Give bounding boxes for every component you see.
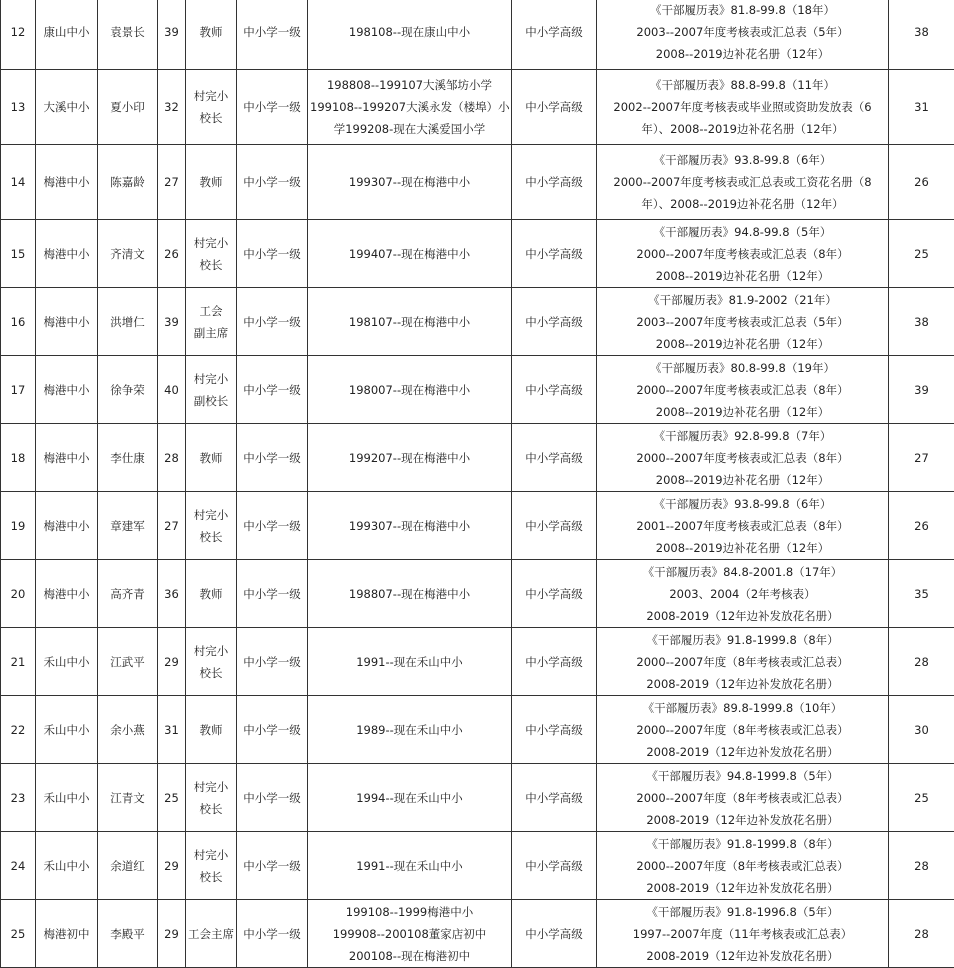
target-title: 中小学高级	[512, 288, 597, 356]
school-cell: 梅港中小	[36, 356, 98, 424]
school-cell: 梅港初中	[36, 900, 98, 968]
school-cell: 梅港中小	[36, 560, 98, 628]
work-history-cell-line: 198808--199107大溪邹坊小学	[310, 74, 509, 96]
teaching-years-cell: 27	[158, 145, 186, 220]
proof-documents-cell	[597, 900, 889, 968]
proof-documents-cell-line: 《干部履历表》91.8-1999.8（8年）	[599, 629, 886, 651]
work-history-cell-line: 199407--现在梅港中小	[310, 243, 509, 265]
proof-documents-cell-line: 2000--2007年度考核表或汇总表（8年）	[599, 243, 886, 265]
target-title: 中小学高级	[512, 70, 597, 145]
position-cell	[186, 492, 237, 560]
proof-documents-cell-line: 2008-2019（12年边补发放花名册）	[599, 673, 886, 695]
current-title: 中小学一级	[237, 356, 308, 424]
current-title: 中小学一级	[237, 0, 308, 70]
work-history-cell	[308, 764, 512, 832]
rural-years-cell: 27	[889, 424, 954, 492]
target-title: 中小学高级	[512, 0, 597, 70]
rural-years-cell: 25	[889, 764, 954, 832]
work-history-cell	[308, 696, 512, 764]
position-cell	[186, 356, 237, 424]
work-history-cell	[308, 424, 512, 492]
proof-documents-cell-line: 2008-2019（12年边补发放花名册）	[599, 945, 886, 967]
teacher-name: 陈嘉龄	[98, 145, 158, 220]
table-row	[1, 220, 954, 288]
table-row	[1, 0, 954, 70]
teaching-years-cell: 32	[158, 70, 186, 145]
row-number: 17	[1, 356, 36, 424]
teacher-name: 袁景长	[98, 0, 158, 70]
work-history-cell	[308, 832, 512, 900]
proof-documents-cell-line: 《干部履历表》93.8-99.8（6年）	[599, 493, 886, 515]
row-number: 12	[1, 0, 36, 70]
position-cell	[186, 145, 237, 220]
row-number: 21	[1, 628, 36, 696]
rural-years-cell: 30	[889, 696, 954, 764]
position-cell-line: 校长	[188, 254, 234, 276]
proof-documents-cell-line: 2000--2007年度（8年考核表或汇总表）	[599, 651, 886, 673]
row-number: 24	[1, 832, 36, 900]
position-cell-line: 村完小	[188, 368, 234, 390]
proof-documents-cell-line: 《干部履历表》94.8-99.8（5年）	[599, 221, 886, 243]
position-cell-line: 村完小	[188, 776, 234, 798]
position-cell	[186, 560, 237, 628]
position-cell-line: 村完小	[188, 504, 234, 526]
position-cell-line: 校长	[188, 662, 234, 684]
position-cell	[186, 70, 237, 145]
rural-years-cell: 28	[889, 832, 954, 900]
work-history-cell-line: 200108--现在梅港初中	[310, 945, 509, 967]
position-cell-line: 教师	[188, 171, 234, 193]
work-history-cell	[308, 492, 512, 560]
row-number: 20	[1, 560, 36, 628]
work-history-cell-line: 199108--199207大溪永发（楼埠）小	[310, 96, 509, 118]
proof-documents-cell-line: 《干部履历表》84.8-2001.8（17年）	[599, 561, 886, 583]
current-title: 中小学一级	[237, 628, 308, 696]
rural-years-cell: 26	[889, 492, 954, 560]
teacher-name: 李殿平	[98, 900, 158, 968]
roster-body	[1, 0, 954, 968]
proof-documents-cell	[597, 764, 889, 832]
proof-documents-cell-line: 2008-2019（12年边补发放花名册）	[599, 605, 886, 627]
work-history-cell-line: 199307--现在梅港中小	[310, 171, 509, 193]
school-cell: 康山中小	[36, 0, 98, 70]
work-history-cell	[308, 560, 512, 628]
rural-years-cell: 28	[889, 628, 954, 696]
proof-documents-cell	[597, 288, 889, 356]
current-title: 中小学一级	[237, 220, 308, 288]
teaching-years-cell: 39	[158, 0, 186, 70]
position-cell-line: 村完小	[188, 85, 234, 107]
teacher-name: 齐清文	[98, 220, 158, 288]
rural-years-cell: 25	[889, 220, 954, 288]
proof-documents-cell-line: 2003、2004（2年考核表）	[599, 583, 886, 605]
work-history-cell	[308, 0, 512, 70]
target-title: 中小学高级	[512, 356, 597, 424]
teaching-years-cell: 39	[158, 288, 186, 356]
work-history-cell-line: 1991--现在禾山中小	[310, 651, 509, 673]
proof-documents-cell-line: 2008--2019边补花名册（12年）	[599, 333, 886, 355]
proof-documents-cell-line: 《干部履历表》92.8-99.8（7年）	[599, 425, 886, 447]
proof-documents-cell	[597, 560, 889, 628]
current-title: 中小学一级	[237, 764, 308, 832]
teaching-years-cell: 29	[158, 832, 186, 900]
proof-documents-cell-line: 2008--2019边补花名册（12年）	[599, 537, 886, 559]
target-title: 中小学高级	[512, 424, 597, 492]
current-title: 中小学一级	[237, 145, 308, 220]
position-cell-line: 村完小	[188, 844, 234, 866]
table-row	[1, 288, 954, 356]
table-row	[1, 628, 954, 696]
proof-documents-cell-line: 《干部履历表》91.8-1996.8（5年）	[599, 901, 886, 923]
position-cell-line: 教师	[188, 583, 234, 605]
target-title: 中小学高级	[512, 832, 597, 900]
target-title: 中小学高级	[512, 492, 597, 560]
proof-documents-cell-line: 年）、2008--2019边补花名册（12年）	[599, 118, 886, 140]
work-history-cell	[308, 288, 512, 356]
row-number: 19	[1, 492, 36, 560]
current-title: 中小学一级	[237, 832, 308, 900]
proof-documents-cell-line: 年）、2008--2019边补花名册（12年）	[599, 193, 886, 215]
position-cell-line: 工会主席	[188, 923, 234, 945]
proof-documents-cell-line: 2008-2019（12年边补发放花名册）	[599, 809, 886, 831]
work-history-cell-line: 198007--现在梅港中小	[310, 379, 509, 401]
position-cell	[186, 628, 237, 696]
current-title: 中小学一级	[237, 424, 308, 492]
school-cell: 梅港中小	[36, 288, 98, 356]
row-number: 15	[1, 220, 36, 288]
current-title: 中小学一级	[237, 560, 308, 628]
teaching-years-cell: 27	[158, 492, 186, 560]
teacher-name: 夏小印	[98, 70, 158, 145]
position-cell-line: 校长	[188, 107, 234, 129]
proof-documents-cell-line: 2002--2007年度考核表或毕业照或资助发放表（6	[599, 96, 886, 118]
work-history-cell-line: 199108--1999梅港中小	[310, 901, 509, 923]
current-title: 中小学一级	[237, 900, 308, 968]
work-history-cell	[308, 356, 512, 424]
table-row	[1, 832, 954, 900]
work-history-cell-line: 198108--现在康山中小	[310, 21, 509, 43]
proof-documents-cell-line: 2000--2007年度（8年考核表或汇总表）	[599, 719, 886, 741]
position-cell	[186, 832, 237, 900]
proof-documents-cell-line: 《干部履历表》89.8-1999.8（10年）	[599, 697, 886, 719]
current-title: 中小学一级	[237, 492, 308, 560]
rural-years-cell: 38	[889, 0, 954, 70]
proof-documents-cell-line: 2001--2007年度考核表或汇总表（8年）	[599, 515, 886, 537]
table-row	[1, 70, 954, 145]
position-cell	[186, 220, 237, 288]
proof-documents-cell-line: 2008--2019边补花名册（12年）	[599, 401, 886, 423]
row-number: 25	[1, 900, 36, 968]
position-cell-line: 校长	[188, 866, 234, 888]
rural-years-cell: 28	[889, 900, 954, 968]
table-row	[1, 560, 954, 628]
current-title: 中小学一级	[237, 696, 308, 764]
proof-documents-cell	[597, 628, 889, 696]
rural-years-cell: 26	[889, 145, 954, 220]
position-cell	[186, 764, 237, 832]
school-cell: 梅港中小	[36, 220, 98, 288]
table-row	[1, 696, 954, 764]
work-history-cell-line: 199207--现在梅港中小	[310, 447, 509, 469]
position-cell-line: 副主席	[188, 322, 234, 344]
work-history-cell-line: 1991--现在禾山中小	[310, 855, 509, 877]
position-cell	[186, 0, 237, 70]
proof-documents-cell-line: 《干部履历表》94.8-1999.8（5年）	[599, 765, 886, 787]
teacher-name: 李仕康	[98, 424, 158, 492]
work-history-cell-line: 198807--现在梅港中小	[310, 583, 509, 605]
proof-documents-cell	[597, 696, 889, 764]
proof-documents-cell-line: 《干部履历表》88.8-99.8（11年）	[599, 74, 886, 96]
proof-documents-cell	[597, 0, 889, 70]
work-history-cell-line: 1994--现在禾山中小	[310, 787, 509, 809]
teaching-years-cell: 28	[158, 424, 186, 492]
proof-documents-cell-line: 2008--2019边补花名册（12年）	[599, 265, 886, 287]
row-number: 18	[1, 424, 36, 492]
position-cell-line: 村完小	[188, 640, 234, 662]
work-history-cell	[308, 220, 512, 288]
table-row	[1, 356, 954, 424]
position-cell	[186, 424, 237, 492]
position-cell-line: 副校长	[188, 390, 234, 412]
work-history-cell	[308, 900, 512, 968]
position-cell-line: 校长	[188, 798, 234, 820]
school-cell: 禾山中小	[36, 696, 98, 764]
teacher-name: 徐争荣	[98, 356, 158, 424]
proof-documents-cell-line: 2000--2007年度（8年考核表或汇总表）	[599, 855, 886, 877]
teacher-name: 余小燕	[98, 696, 158, 764]
proof-documents-cell-line: 《干部履历表》81.9-2002（21年）	[599, 289, 886, 311]
teaching-years-cell: 26	[158, 220, 186, 288]
proof-documents-cell-line: 2000--2007年度考核表或汇总表或工资花名册（8	[599, 171, 886, 193]
proof-documents-cell	[597, 145, 889, 220]
target-title: 中小学高级	[512, 560, 597, 628]
teacher-name: 江武平	[98, 628, 158, 696]
work-history-cell-line: 198107--现在梅港中小	[310, 311, 509, 333]
target-title: 中小学高级	[512, 628, 597, 696]
proof-documents-cell	[597, 424, 889, 492]
rural-years-cell: 39	[889, 356, 954, 424]
work-history-cell	[308, 628, 512, 696]
target-title: 中小学高级	[512, 764, 597, 832]
school-cell: 梅港中小	[36, 492, 98, 560]
target-title: 中小学高级	[512, 220, 597, 288]
proof-documents-cell-line: 2008-2019（12年边补发放花名册）	[599, 741, 886, 763]
proof-documents-cell-line: 2003--2007年度考核表或汇总表（5年）	[599, 21, 886, 43]
teaching-years-cell: 29	[158, 628, 186, 696]
proof-documents-cell-line: 《干部履历表》93.8-99.8（6年）	[599, 149, 886, 171]
position-cell-line: 工会	[188, 300, 234, 322]
proof-documents-cell	[597, 832, 889, 900]
table-row	[1, 492, 954, 560]
position-cell-line: 教师	[188, 447, 234, 469]
work-history-cell-line: 学199208-现在大溪爱国小学	[310, 118, 509, 140]
proof-documents-cell-line: 2008--2019边补花名册（12年）	[599, 43, 886, 65]
school-cell: 梅港中小	[36, 424, 98, 492]
position-cell-line: 教师	[188, 719, 234, 741]
position-cell	[186, 696, 237, 764]
teacher-name: 江青文	[98, 764, 158, 832]
teacher-name: 余道红	[98, 832, 158, 900]
target-title: 中小学高级	[512, 900, 597, 968]
work-history-cell	[308, 70, 512, 145]
position-cell	[186, 900, 237, 968]
school-cell: 禾山中小	[36, 764, 98, 832]
table-row	[1, 900, 954, 968]
rural-years-cell: 38	[889, 288, 954, 356]
teaching-years-cell: 31	[158, 696, 186, 764]
school-cell: 禾山中小	[36, 832, 98, 900]
proof-documents-cell	[597, 220, 889, 288]
target-title: 中小学高级	[512, 696, 597, 764]
rural-years-cell: 35	[889, 560, 954, 628]
work-history-cell	[308, 145, 512, 220]
proof-documents-cell	[597, 356, 889, 424]
target-title: 中小学高级	[512, 145, 597, 220]
position-cell-line: 教师	[188, 21, 234, 43]
school-cell: 大溪中小	[36, 70, 98, 145]
current-title: 中小学一级	[237, 288, 308, 356]
teaching-years-cell: 40	[158, 356, 186, 424]
proof-documents-cell-line: 1997--2007年度（11年考核表或汇总表）	[599, 923, 886, 945]
teacher-name: 洪增仁	[98, 288, 158, 356]
row-number: 22	[1, 696, 36, 764]
proof-documents-cell-line: 2003--2007年度考核表或汇总表（5年）	[599, 311, 886, 333]
table-row	[1, 145, 954, 220]
proof-documents-cell	[597, 70, 889, 145]
proof-documents-cell	[597, 492, 889, 560]
proof-documents-cell-line: 《干部履历表》81.8-99.8（18年）	[599, 0, 886, 21]
row-number: 16	[1, 288, 36, 356]
school-cell: 禾山中小	[36, 628, 98, 696]
proof-documents-cell-line: 2000--2007年度（8年考核表或汇总表）	[599, 787, 886, 809]
row-number: 23	[1, 764, 36, 832]
proof-documents-cell-line: 2000--2007年度考核表或汇总表（8年）	[599, 447, 886, 469]
table-row	[1, 424, 954, 492]
school-cell: 梅港中小	[36, 145, 98, 220]
teacher-name: 高齐青	[98, 560, 158, 628]
proof-documents-cell-line: 2000--2007年度考核表或汇总表（8年）	[599, 379, 886, 401]
rural-years-cell: 31	[889, 70, 954, 145]
work-history-cell-line: 199307--现在梅港中小	[310, 515, 509, 537]
position-cell-line: 校长	[188, 526, 234, 548]
position-cell-line: 村完小	[188, 232, 234, 254]
proof-documents-cell-line: 2008-2019（12年边补发放花名册）	[599, 877, 886, 899]
work-history-cell-line: 199908--200108董家店初中	[310, 923, 509, 945]
teacher-name: 章建军	[98, 492, 158, 560]
teaching-years-cell: 36	[158, 560, 186, 628]
row-number: 14	[1, 145, 36, 220]
teaching-years-cell: 29	[158, 900, 186, 968]
proof-documents-cell-line: 2008--2019边补花名册（12年）	[599, 469, 886, 491]
proof-documents-cell-line: 《干部履历表》91.8-1999.8（8年）	[599, 833, 886, 855]
row-number: 13	[1, 70, 36, 145]
teaching-years-cell: 25	[158, 764, 186, 832]
proof-documents-cell-line: 《干部履历表》80.8-99.8（19年）	[599, 357, 886, 379]
work-history-cell-line: 1989--现在禾山中小	[310, 719, 509, 741]
current-title: 中小学一级	[237, 70, 308, 145]
table-row	[1, 764, 954, 832]
position-cell	[186, 288, 237, 356]
